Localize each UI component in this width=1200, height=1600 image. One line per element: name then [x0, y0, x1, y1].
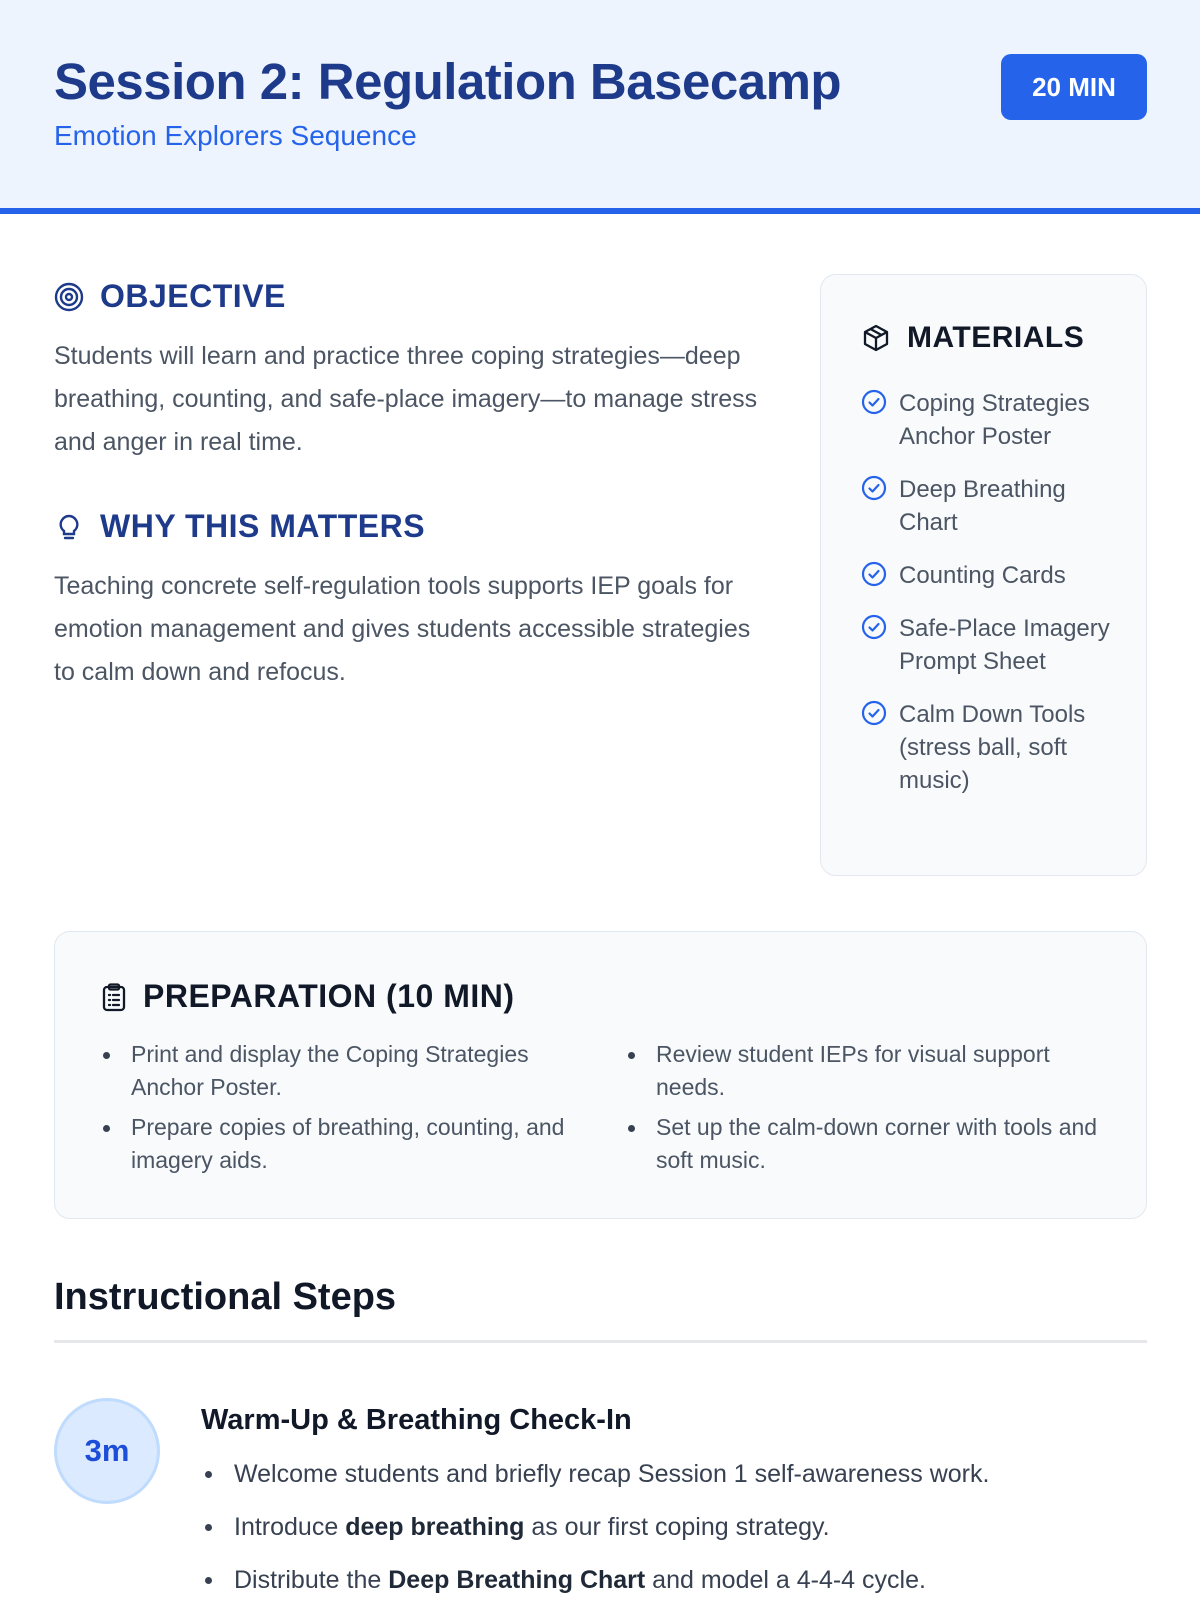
why-heading — [54, 508, 425, 545]
check-circle-icon — [861, 475, 887, 501]
page-subtitle: Emotion Explorers Sequence — [54, 120, 417, 151]
preparation-item: Review student IEPs for visual support needs. — [626, 1038, 1106, 1104]
preparation-list-right — [626, 1038, 1106, 1184]
objective-heading-label: OBJECTIVE — [100, 278, 286, 314]
material-item — [861, 612, 1131, 678]
clipboard-icon — [99, 982, 129, 1012]
preparation-item: Print and display the Coping Strategies Anchor Poster. — [101, 1038, 571, 1104]
material-item — [861, 559, 1131, 592]
materials-heading — [861, 321, 1084, 355]
material-item — [861, 473, 1131, 539]
preparation-item: Set up the calm-down corner with tools and soft music. — [626, 1111, 1106, 1177]
why-heading-label: WHY THIS MATTERS — [100, 508, 426, 544]
steps-divider — [54, 1340, 1147, 1343]
step-title: Warm-Up & Breathing Check-In — [201, 1404, 632, 1436]
package-icon — [861, 323, 891, 353]
materials-heading-label: MATERIALS — [907, 321, 1085, 354]
material-label: Safe-Place Imagery Prompt Sheet — [899, 615, 1110, 675]
check-circle-icon — [861, 389, 887, 415]
step-bullet: Distribute the Deep Breathing Chart and model a 4-4-4 cycle. — [201, 1562, 1141, 1598]
steps-title: Instructional Steps — [54, 1276, 397, 1318]
material-label: Counting Cards — [899, 562, 1066, 589]
materials-card — [820, 274, 1147, 876]
lightbulb-icon — [54, 512, 84, 542]
step-bullet: Introduce deep breathing as our first coping strategy. — [201, 1509, 1141, 1545]
preparation-heading — [99, 978, 515, 1015]
materials-list — [861, 387, 1131, 817]
step-bullets — [201, 1456, 1141, 1600]
preparation-item: Prepare copies of breathing, counting, and imagery aids. — [101, 1111, 571, 1177]
material-item — [861, 387, 1131, 453]
objective-text: Students will learn and practice three coping strategies—deep breathing, counting, and safe-place imagery—to manage stress and anger in real time. — [54, 342, 758, 456]
step-time-badge: 3m — [54, 1398, 160, 1504]
material-label: Deep Breathing Chart — [899, 476, 1066, 536]
check-circle-icon — [861, 561, 887, 587]
preparation-heading-label: PREPARATION (10 MIN) — [143, 978, 515, 1014]
page-title: Session 2: Regulation Basecamp — [54, 53, 842, 110]
preparation-card — [54, 931, 1147, 1219]
check-circle-icon — [861, 614, 887, 640]
why-text: Teaching concrete self-regulation tools supports IEP goals for emotion management and gives students accessible strategies to calm down and refocus. — [54, 572, 751, 686]
target-icon — [54, 282, 84, 312]
objective-heading — [54, 278, 286, 315]
material-label: Coping Strategies Anchor Poster — [899, 390, 1090, 450]
check-circle-icon — [861, 700, 887, 726]
duration-badge: 20 MIN — [1001, 54, 1147, 120]
material-label: Calm Down Tools (stress ball, soft music) — [899, 701, 1086, 794]
step-bullet: Welcome students and briefly recap Session 1 self-awareness work. — [201, 1456, 1141, 1492]
preparation-list-left — [101, 1038, 571, 1184]
page-header — [0, 0, 1200, 214]
material-item — [861, 698, 1131, 797]
